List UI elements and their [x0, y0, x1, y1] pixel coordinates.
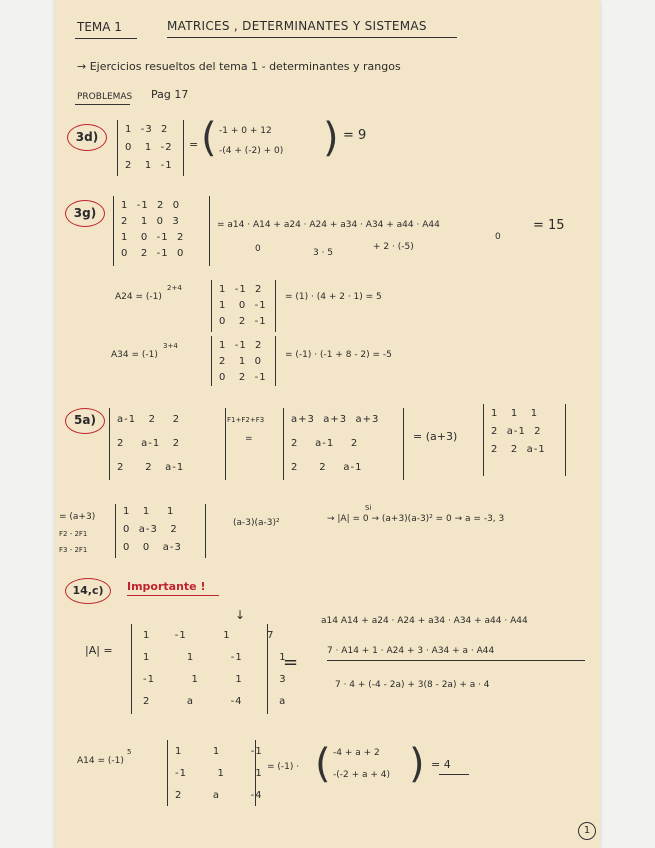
matrix-row: 2 2 a-1 — [291, 462, 363, 473]
matrix-row: 1 -1 1 7 — [143, 630, 275, 641]
det-bar-right — [255, 740, 256, 806]
page-number: 1 — [578, 822, 596, 840]
a14-bottom: -(-2 + a + 4) — [333, 770, 391, 780]
a24-exponent: 2+4 — [167, 284, 182, 292]
tema-label: TEMA 1 — [77, 20, 122, 34]
term-value: + 2 · (-5) — [373, 242, 414, 252]
exercise-5a-badge: 5a) — [65, 408, 105, 434]
page-title: MATRICES , DETERMINANTES Y SISTEMAS — [167, 19, 427, 33]
matrix-row: 1 0 -1 2 — [121, 232, 185, 243]
det-bar-left — [211, 336, 212, 386]
expansion-line-2: 7 · A14 + 1 · A24 + 3 · A34 + a · A44 — [327, 646, 495, 656]
matrix-row: 2 a -4 — [175, 790, 263, 801]
matrix-row: 0 0 a-3 — [123, 542, 182, 553]
result-underline — [439, 774, 469, 775]
exercise-14c-badge: 14,c) — [65, 578, 111, 604]
det-bar-left — [131, 624, 132, 714]
det-bar-right — [565, 404, 566, 476]
a14-mid: = (-1) · — [267, 762, 300, 772]
laplace-expansion: = a14 · A14 + a24 · A24 + a34 · A34 + a44 · A44 — [217, 220, 440, 230]
matrix-row: 2 a-1 2 — [491, 426, 542, 437]
det-result: (a-3)(a-3)² — [233, 518, 280, 528]
matrix-row: 1 -1 2 — [219, 340, 263, 351]
a14-result: = 4 — [431, 758, 451, 771]
matrix-row: 2 2 a-1 — [491, 444, 546, 455]
det-bar-left — [113, 196, 114, 266]
a34-lhs: A34 = (-1) — [111, 350, 158, 360]
column-arrow: ↓ — [235, 608, 246, 622]
tema-underline — [75, 38, 137, 39]
expr-bottom: -(4 + (-2) + 0) — [219, 146, 284, 156]
a14-lhs: A14 = (-1) — [77, 756, 124, 766]
factor-out: = (a+3) — [413, 430, 458, 443]
expansion-underline — [327, 660, 585, 661]
important-underline — [127, 595, 219, 596]
a14-exponent: 5 — [127, 748, 132, 756]
row-op: F2 - 2F1 — [59, 530, 88, 538]
matrix-row: 0 2 -1 0 — [121, 248, 185, 259]
matrix-row: 0 2 -1 — [219, 372, 267, 383]
equals-sign: = — [283, 652, 299, 673]
matrix-row: 1 -1 2 0 — [121, 200, 181, 211]
a14-top: -4 + a + 2 — [333, 748, 380, 758]
det-bar-left — [167, 740, 168, 806]
matrix-row: 2 a -4 a — [143, 696, 287, 707]
matrix-row: 1 1 1 — [491, 408, 539, 419]
si-label: Si — [365, 504, 372, 512]
equals-sign: = — [189, 138, 199, 151]
matrix-row: 2 a-1 2 — [117, 438, 181, 449]
det-bar-left — [211, 280, 212, 332]
det-bar-right — [209, 196, 210, 266]
term-value: 3 · 5 — [313, 248, 334, 258]
det-bar-left — [117, 120, 118, 176]
a24-rhs: = (1) · (4 + 2 · 1) = 5 — [285, 292, 382, 302]
det-bar-right — [275, 280, 276, 332]
expansion-line-3: 7 · 4 + (-4 - 2a) + 3(8 - 2a) + a · 4 — [335, 680, 490, 690]
equals-sign: = — [245, 434, 253, 444]
expansion-line-1: a14 A14 + a24 · A24 + a34 · A34 + a44 · A44 — [321, 616, 528, 626]
factor-prefix: = (a+3) — [59, 512, 96, 522]
matrix-row: 2 2 a-1 — [117, 462, 185, 473]
matrix-row: 1 1 -1 — [175, 746, 263, 757]
page-reference: Pag 17 — [151, 88, 189, 101]
det-a-label: |A| = — [85, 644, 113, 657]
det-bar-right — [275, 336, 276, 386]
matrix-row: 2 1 -1 — [125, 160, 173, 171]
det-bar-left — [109, 408, 110, 480]
det-bar-right — [183, 120, 184, 176]
row-op-label: F1+F2+F3 — [227, 416, 265, 424]
det-bar-right — [205, 504, 206, 558]
matrix-row: 0 1 -2 — [125, 142, 173, 153]
solution: → |A| = 0 → (a+3)(a-3)² = 0 → a = -3, 3 — [327, 514, 505, 524]
exercise-3d-badge: 3d) — [67, 124, 107, 151]
term-value: 0 — [495, 232, 501, 242]
row-op: F3 - 2F1 — [59, 546, 88, 554]
matrix-row: 0 a-3 2 — [123, 524, 178, 535]
matrix-row: 1 -3 2 — [125, 124, 169, 135]
matrix-row: 1 -1 2 — [219, 284, 263, 295]
a34-rhs: = (-1) · (-1 + 8 - 2) = -5 — [285, 350, 392, 360]
matrix-row: 2 1 0 — [219, 356, 262, 367]
matrix-row: -1 1 1 — [175, 768, 263, 779]
close-paren: ) — [323, 115, 339, 161]
det-bar-right — [267, 624, 268, 714]
matrix-row: 1 1 -1 1 — [143, 652, 287, 663]
important-note: Importante ! — [127, 580, 206, 593]
det-bar-left — [115, 504, 116, 558]
open-paren: ( — [201, 115, 217, 161]
close-paren: ) — [409, 741, 425, 787]
problemas-label: PROBLEMAS — [77, 92, 133, 102]
title-underline — [167, 37, 457, 38]
exercise-3g-badge: 3g) — [65, 200, 105, 227]
det-bar-left — [483, 404, 484, 476]
a24-lhs: A24 = (-1) — [115, 292, 162, 302]
det-bar-right — [225, 408, 226, 480]
matrix-row: 2 1 0 3 — [121, 216, 180, 227]
result-3d: = 9 — [343, 128, 367, 143]
matrix-row: 0 2 -1 — [219, 316, 267, 327]
matrix-row: 2 a-1 2 — [291, 438, 359, 449]
matrix-row: 1 1 1 — [123, 506, 175, 517]
det-bar-right — [403, 408, 404, 480]
matrix-row: -1 1 1 3 — [143, 674, 287, 685]
det-bar-left — [283, 408, 284, 480]
open-paren: ( — [315, 741, 331, 787]
term-value: 0 — [255, 244, 261, 254]
problemas-underline — [75, 104, 130, 105]
matrix-row: 1 0 -1 — [219, 300, 267, 311]
result-3g: = 15 — [533, 218, 565, 233]
expr-top: -1 + 0 + 12 — [219, 126, 272, 136]
matrix-row: a-1 2 2 — [117, 414, 181, 425]
notebook-page — [55, 0, 600, 848]
subtitle: → Ejercicios resueltos del tema 1 - determinantes y rangos — [77, 60, 401, 73]
a34-exponent: 3+4 — [163, 342, 178, 350]
matrix-row: a+3 a+3 a+3 — [291, 414, 380, 425]
